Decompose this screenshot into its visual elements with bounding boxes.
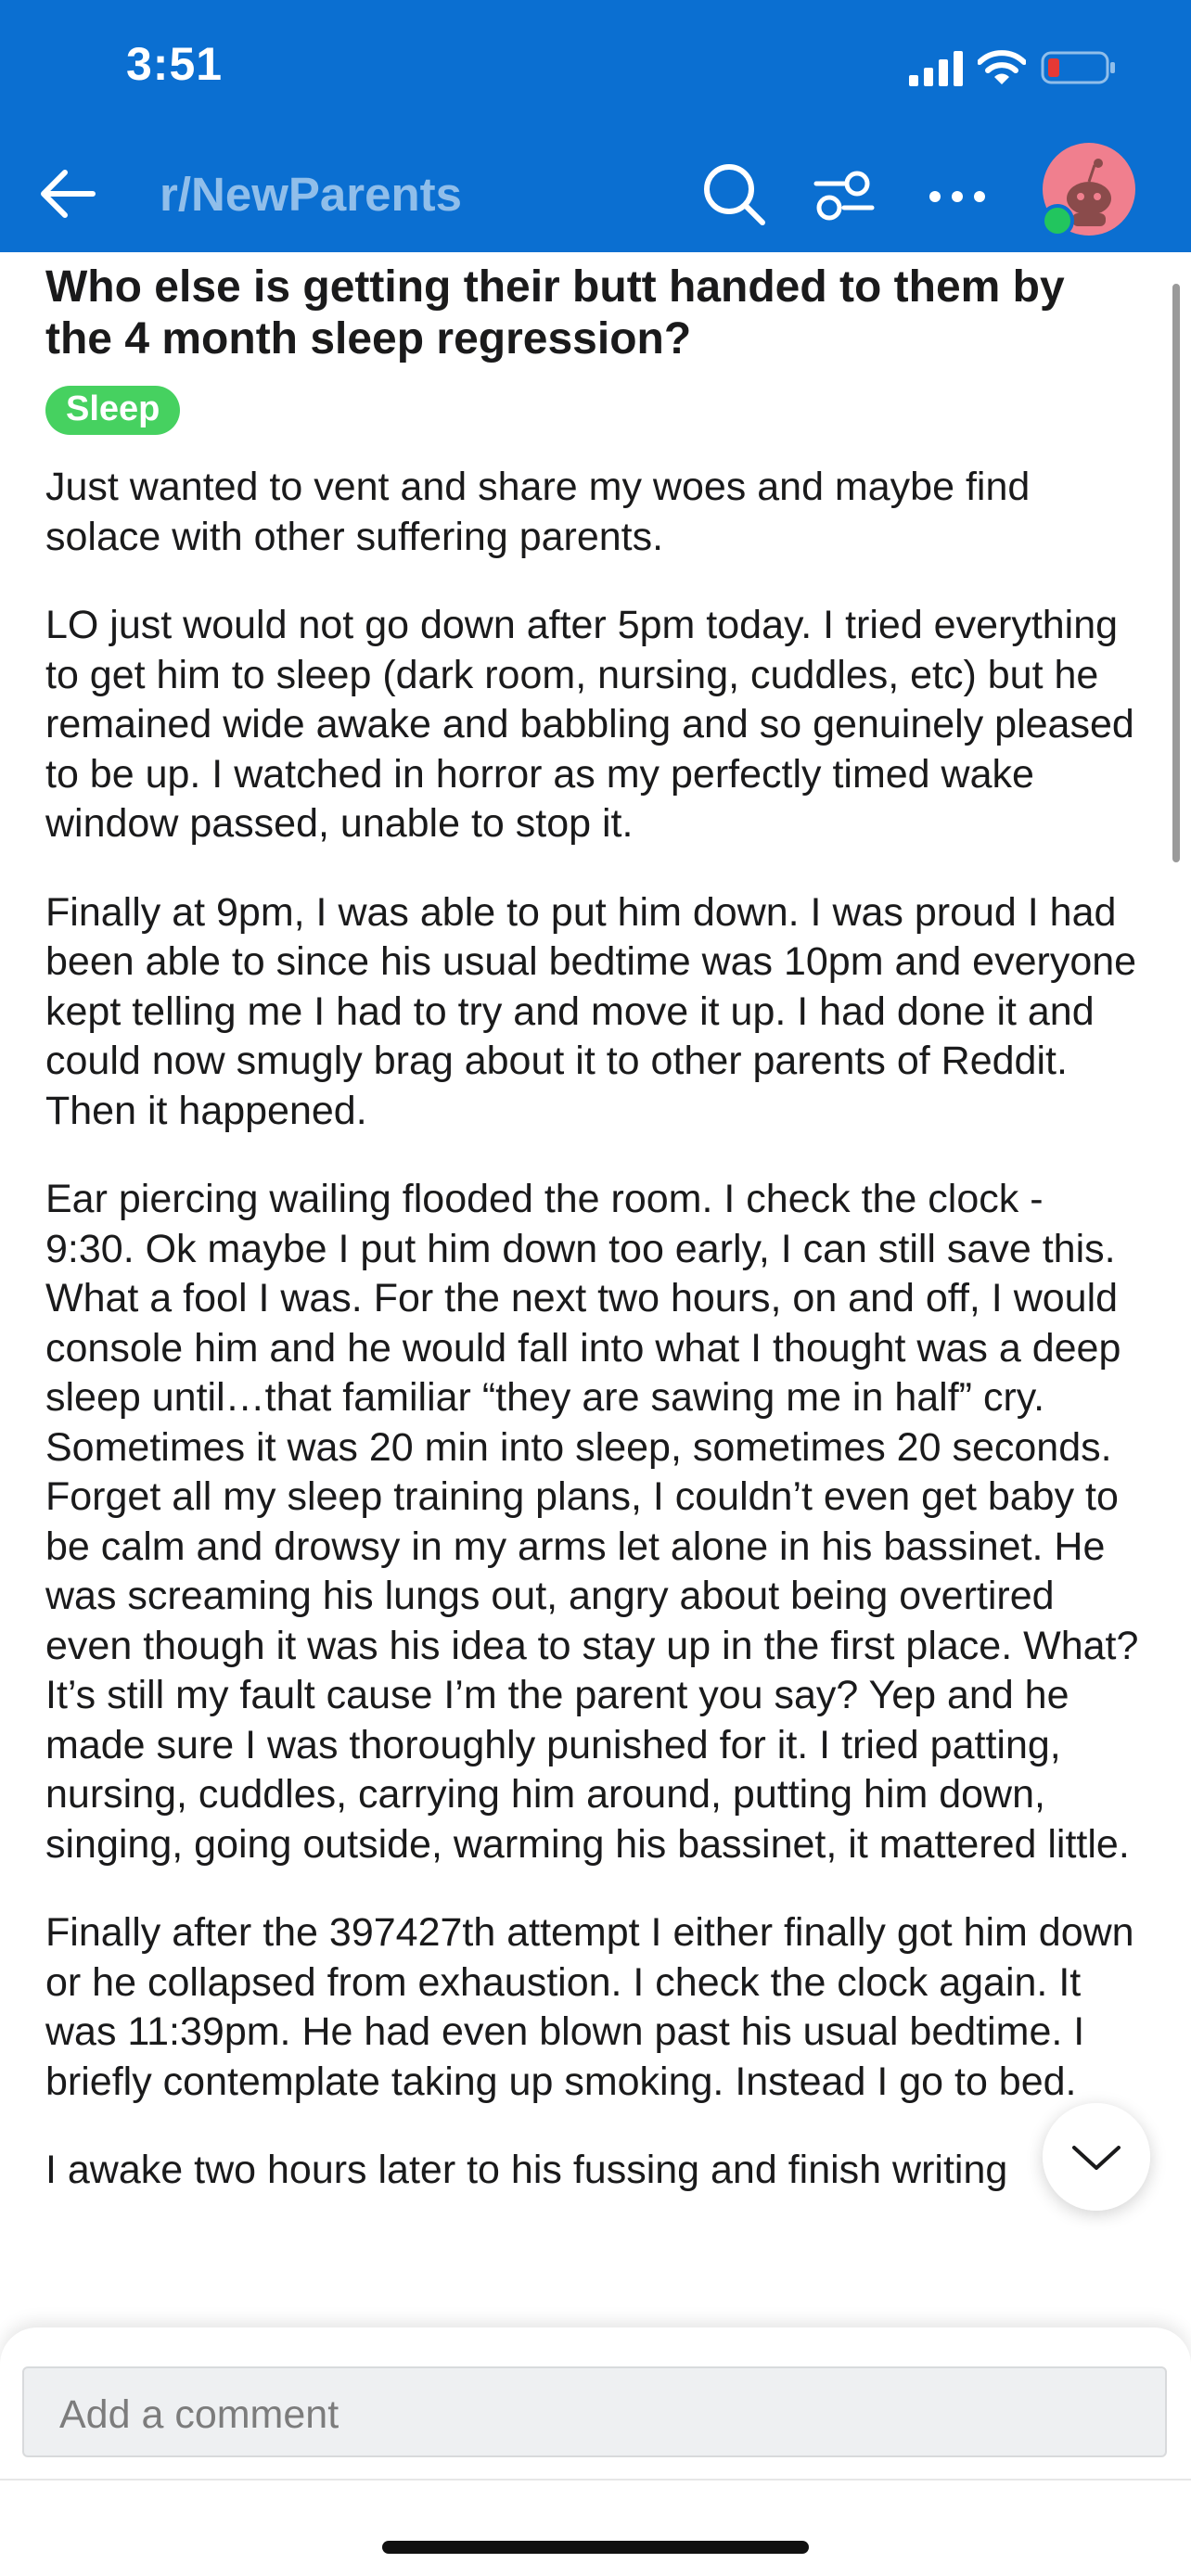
online-status-dot [1041,204,1074,237]
more-horizontal-icon [920,158,994,232]
status-icons [909,45,1117,91]
nav-row [0,141,1191,243]
subreddit-name[interactable]: r/NewParents [160,168,462,221]
wifi-icon [978,49,1026,86]
divider [0,2479,1191,2480]
back-button[interactable] [35,161,100,226]
search-button[interactable] [698,158,772,232]
body-paragraph: Finally after the 397427th attempt I either finally got him down or he collapsed from exhaustion. I check the clock again. It was 11:39pm. He had even blown past his usual bedtime. I briefly contemplate taking up smoking. Instead I go to bed. [45,1910,1134,2104]
battery-low-icon [1041,49,1117,86]
post-content [45,252,1140,2235]
user-avatar-button[interactable] [1043,143,1139,239]
post-flair[interactable]: Sleep [45,386,180,435]
more-button[interactable] [920,158,994,232]
scroll-down-button[interactable] [1043,2103,1150,2211]
body-paragraph: LO just would not go down after 5pm today. I tried everything to get him to sleep (dark room, nursing, cuddles, etc) but he remained wide awake and babbling and so genuinely pleased to be up. I watched in horror as my perfectly timed wake window passed, unable to stop it. [45,603,1134,846]
status-time: 3:51 [126,38,224,90]
sort-options-icon [807,158,881,232]
body-paragraph: I awake two hours later to his fussing and finish writing [45,2148,1008,2192]
body-paragraph: Just wanted to vent and share my woes and maybe find solace with other suffering parents. [45,465,1031,559]
sort-button[interactable] [807,158,881,232]
home-indicator[interactable] [382,2541,809,2554]
chevron-down-icon [1069,2138,1124,2175]
arrow-left-icon [35,161,100,226]
search-icon [698,158,772,232]
post-title: Who else is getting their butt handed to them by the 4 month sleep regression? [45,262,1065,363]
signal-icon [909,49,963,86]
app-header [0,0,1191,252]
body-paragraph: Finally at 9pm, I was able to put him down. I was proud I had been able to since his usual bedtime was 10pm and everyone kept telling me I had to try and move it up. I had done it and could now smugly brag about it to other parents of Reddit. Then it happened. [45,889,1137,1133]
comment-bar [0,2327,1191,2576]
body-paragraph: Ear piercing wailing flooded the room. I check the clock - 9:30. Ok maybe I put him down too early, I can still save this. What a fool I was. For the next two hours, on and off, I would console him and he would fall into what I thought was a deep sleep until…that familiar “they are sawing me in half” cry. Sometimes it was 20 min into sleep, sometimes 20 seconds. Forget all my sleep training plans, I couldn’t even get baby to be calm and drowsy in my arms let alone in his bassinet. He was screaming his lungs out, angry about being overtired even though it was his idea to stay up in the first place. What? It’s still my fault cause I’m the parent you say? Yep and he made sure I was thoroughly punished for it. I tried patting, nursing, cuddles, carrying him around, putting him down, singing, going outside, warming his bassinet, it mattered little. [45,1177,1139,1867]
scrollbar[interactable] [1172,284,1180,862]
add-comment-input[interactable]: Add a comment [22,2366,1167,2457]
post-body [45,463,1140,2196]
